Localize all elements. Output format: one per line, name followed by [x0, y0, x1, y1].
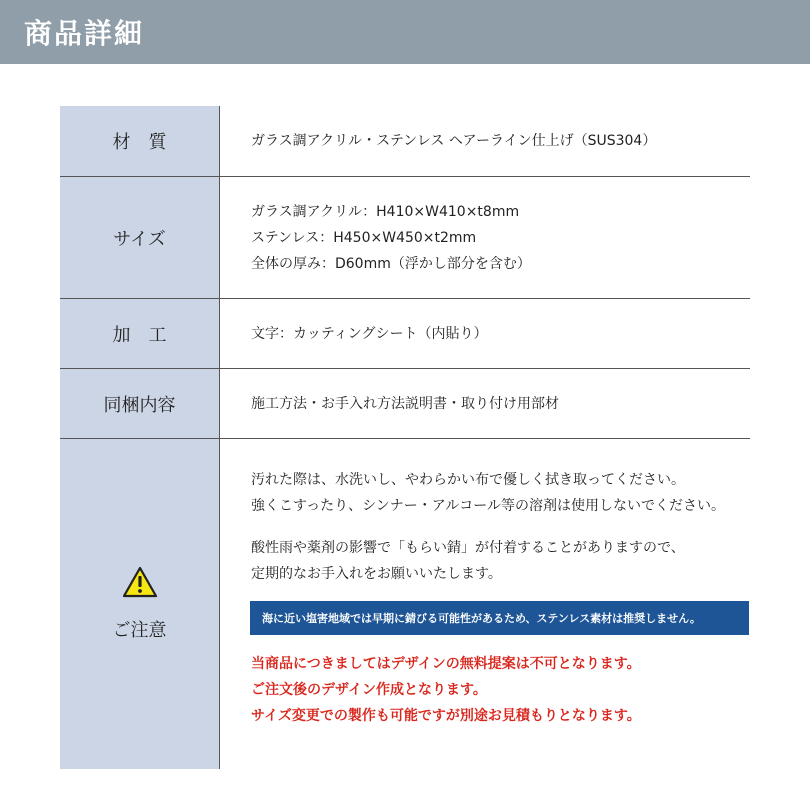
note-line: 汚れた際は、水洗いし、やわらかい布で優しく拭き取ってください。: [251, 472, 685, 488]
warning-icon: [122, 566, 158, 598]
caution-label-cell: [60, 439, 220, 769]
spec-table: [60, 106, 750, 769]
value-line: 全体の厚み：D60mm（浮かし部分を含む）: [251, 255, 531, 272]
spec-row-size: [60, 177, 750, 299]
value-line: ガラス調アクリル：H410×W410×t8mm: [251, 203, 520, 220]
salt-damage-notice: 海に近い塩害地域では早期に錆びる可能性があるため、ステンレス素材は推奨しません。: [250, 601, 749, 635]
row-value: [220, 369, 750, 438]
red-note: ご注文後のデザイン作成となります。: [251, 682, 487, 698]
value-line: 施工方法・お手入れ方法説明書・取り付け用部材: [251, 395, 559, 412]
value-line: 文字：カッティングシート（内貼り）: [251, 325, 488, 342]
row-label: 同梱内容: [60, 369, 220, 438]
spec-row-caution: [60, 439, 750, 769]
note-line: 酸性雨や薬剤の影響で「もらい錆」が付着することがありますので、: [251, 540, 685, 556]
row-value: [220, 106, 750, 176]
page-title: 商品詳細: [24, 17, 145, 50]
value-line: ステンレス：H450×W450×t2mm: [251, 229, 477, 246]
row-value: [220, 177, 750, 298]
row-value: [220, 299, 750, 368]
caution-label: ご注意: [112, 620, 167, 641]
red-note: サイズ変更での製作も可能ですが別途お見積もりとなります。: [251, 708, 641, 724]
note-line: 定期的なお手入れをお願いいたします。: [251, 566, 502, 582]
red-notes: [251, 651, 750, 729]
caution-notes: [220, 439, 750, 769]
row-label: サイズ: [60, 177, 220, 298]
red-note: 当商品につきましてはデザインの無料提案は不可となります。: [251, 656, 641, 672]
row-label: 加 工: [60, 299, 220, 368]
note-line: 強くこすったり、シンナー・アルコール等の溶剤は使用しないでください。: [251, 498, 725, 514]
spec-row-material: [60, 106, 750, 177]
spec-row-contents: [60, 369, 750, 439]
value-line: ガラス調アクリル・ステンレス ヘアーライン仕上げ（SUS304）: [251, 133, 657, 149]
spec-row-processing: [60, 299, 750, 369]
header-bar: [0, 0, 810, 64]
row-label: 材 質: [60, 106, 220, 176]
